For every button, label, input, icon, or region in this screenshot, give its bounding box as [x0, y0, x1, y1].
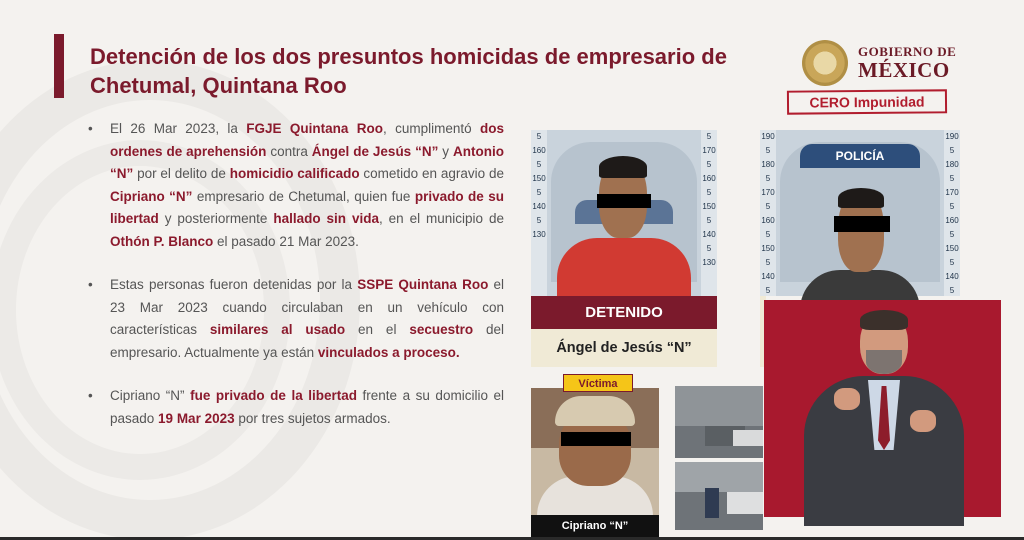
logo-line-2: MÉXICO [858, 58, 950, 82]
bullet-text: por tres sujetos armados. [234, 410, 391, 426]
bullet-text: Cipriano “N” [110, 388, 191, 403]
bullet-text: por el delito de [133, 166, 230, 181]
ruler-mark: 180 [945, 160, 959, 169]
bullet-text: , cumplimentó [383, 121, 480, 136]
gobierno-mexico-logo [802, 40, 962, 90]
highlighted-text: fue privado de la libertad [190, 388, 358, 403]
national-seal-icon [802, 40, 848, 86]
highlighted-text: Cipriano “N” [110, 188, 193, 204]
detenido-label: DETENIDO [531, 296, 717, 329]
ruler-mark: 5 [949, 286, 955, 295]
ruler-mark: 5 [765, 258, 771, 267]
ruler-mark: 160 [532, 146, 546, 155]
ruler-mark: 160 [945, 216, 959, 225]
slide-title: Detención de los dos presuntos homicidas de empresario de Chetumal, Quintana Roo [90, 44, 727, 98]
bullet-item [88, 274, 504, 364]
ruler-mark: 190 [945, 132, 959, 141]
bullet-text: El 26 Mar 2023, la [110, 121, 247, 136]
highlighted-text: Othón P. Blanco [110, 233, 214, 249]
ruler-mark: 5 [949, 174, 955, 183]
title-accent-bar [54, 34, 64, 98]
ruler-mark: 190 [761, 132, 775, 141]
ruler-mark: 170 [945, 188, 959, 197]
ruler-mark: 5 [765, 146, 771, 155]
highlighted-text: SSPE Quintana Roo [357, 277, 489, 292]
ruler-mark: 150 [702, 202, 716, 211]
ruler-mark: 5 [706, 132, 712, 141]
ruler-mark: 5 [706, 244, 712, 253]
bullet-list [88, 118, 504, 451]
logo-line-1: GOBIERNO DE [858, 44, 957, 59]
cctv-frame-2 [675, 462, 763, 530]
ruler-mark: 160 [761, 216, 775, 225]
height-ruler-right [944, 130, 960, 296]
detenido-name: Ángel de Jesús “N” [531, 329, 717, 367]
highlighted-text: 19 Mar 2023 [158, 410, 235, 426]
ruler-mark: 5 [536, 132, 542, 141]
highlighted-text: vinculados a proceso. [317, 344, 460, 360]
bullet-text: y posteriormente [158, 211, 274, 226]
ruler-mark: 160 [702, 174, 716, 183]
highlighted-text: similares al usado [209, 322, 346, 337]
ruler-mark: 150 [945, 244, 959, 253]
bullet-item [88, 385, 504, 430]
ruler-mark: 5 [949, 202, 955, 211]
victim-name: Cipriano “N” [531, 515, 659, 537]
bullet-text: empresario de Chetumal, quien fue [192, 188, 415, 204]
ruler-mark: 150 [761, 244, 775, 253]
eye-censor-bar [834, 216, 890, 232]
highlighted-text: FGJE Quintana Roo [246, 121, 383, 136]
ruler-mark: 180 [761, 160, 775, 169]
ruler-mark: 140 [945, 272, 959, 281]
eye-censor-bar [597, 194, 651, 208]
bullet-text: del empresario. Actualmente ya están [110, 322, 504, 360]
highlighted-text: Antonio “N” [110, 143, 504, 181]
ruler-mark: 140 [702, 230, 716, 239]
highlighted-text: hallado sin vida [273, 211, 379, 226]
bullet-text: Estas personas fueron detenidas por la [110, 277, 358, 292]
ruler-mark: 5 [536, 188, 542, 197]
bullet-text: en el [345, 322, 410, 337]
ruler-mark: 140 [761, 272, 775, 281]
mugshot-antonio [760, 130, 960, 296]
ruler-mark: 5 [949, 258, 955, 267]
bullet-text: contra [266, 143, 312, 159]
cctv-frame-1 [675, 386, 763, 458]
bullet-item [88, 118, 504, 253]
highlighted-text: Ángel de Jesús “N” [311, 143, 439, 159]
highlighted-text: privado de su libertad [110, 188, 504, 226]
eye-censor-bar [561, 432, 631, 446]
ruler-mark: 5 [706, 188, 712, 197]
ruler-mark: 140 [532, 202, 546, 211]
ruler-mark: 170 [702, 146, 716, 155]
victim-photo [531, 388, 659, 515]
bullet-text: y [438, 143, 453, 159]
mugshot-angel [531, 130, 717, 296]
interpreter-left-hand [834, 388, 860, 410]
sign-language-interpreter-video [764, 300, 1001, 517]
ruler-mark: 150 [532, 174, 546, 183]
policia-sign: POLICÍA [800, 144, 920, 168]
cap [555, 396, 635, 426]
highlighted-text: homicidio calificado [229, 166, 360, 181]
bullet-text: el 23 Mar 2023 cuando circulaban en un vehículo con características [110, 277, 505, 337]
ruler-mark: 5 [706, 160, 712, 169]
ruler-mark: 170 [761, 188, 775, 197]
height-ruler-left [760, 130, 776, 296]
cero-impunidad-stamp: CERO Impunidad [787, 89, 947, 114]
ruler-mark: 130 [702, 258, 716, 267]
victima-tag: Víctima [563, 374, 633, 392]
highlighted-text: dos ordenes de aprehensión [110, 121, 504, 159]
ruler-mark: 5 [765, 286, 771, 295]
bullet-text: cometido en agravio de [359, 166, 504, 181]
ruler-mark: 5 [706, 216, 712, 225]
height-ruler-left [531, 130, 547, 296]
ruler-mark: 130 [532, 230, 546, 239]
highlighted-text: secuestro [409, 322, 474, 337]
ruler-mark: 5 [949, 230, 955, 239]
height-ruler-right [701, 130, 717, 296]
bullet-text: , en el municipio de [378, 211, 505, 226]
ruler-mark: 5 [765, 202, 771, 211]
ruler-mark: 5 [949, 146, 955, 155]
bullet-text: frente a su domicilio el pasado [110, 388, 504, 426]
ruler-mark: 5 [536, 216, 542, 225]
ruler-mark: 5 [765, 230, 771, 239]
interpreter-right-hand [910, 410, 936, 432]
bullet-text: el pasado 21 Mar 2023. [213, 233, 359, 249]
ruler-mark: 5 [765, 174, 771, 183]
ruler-mark: 5 [536, 160, 542, 169]
